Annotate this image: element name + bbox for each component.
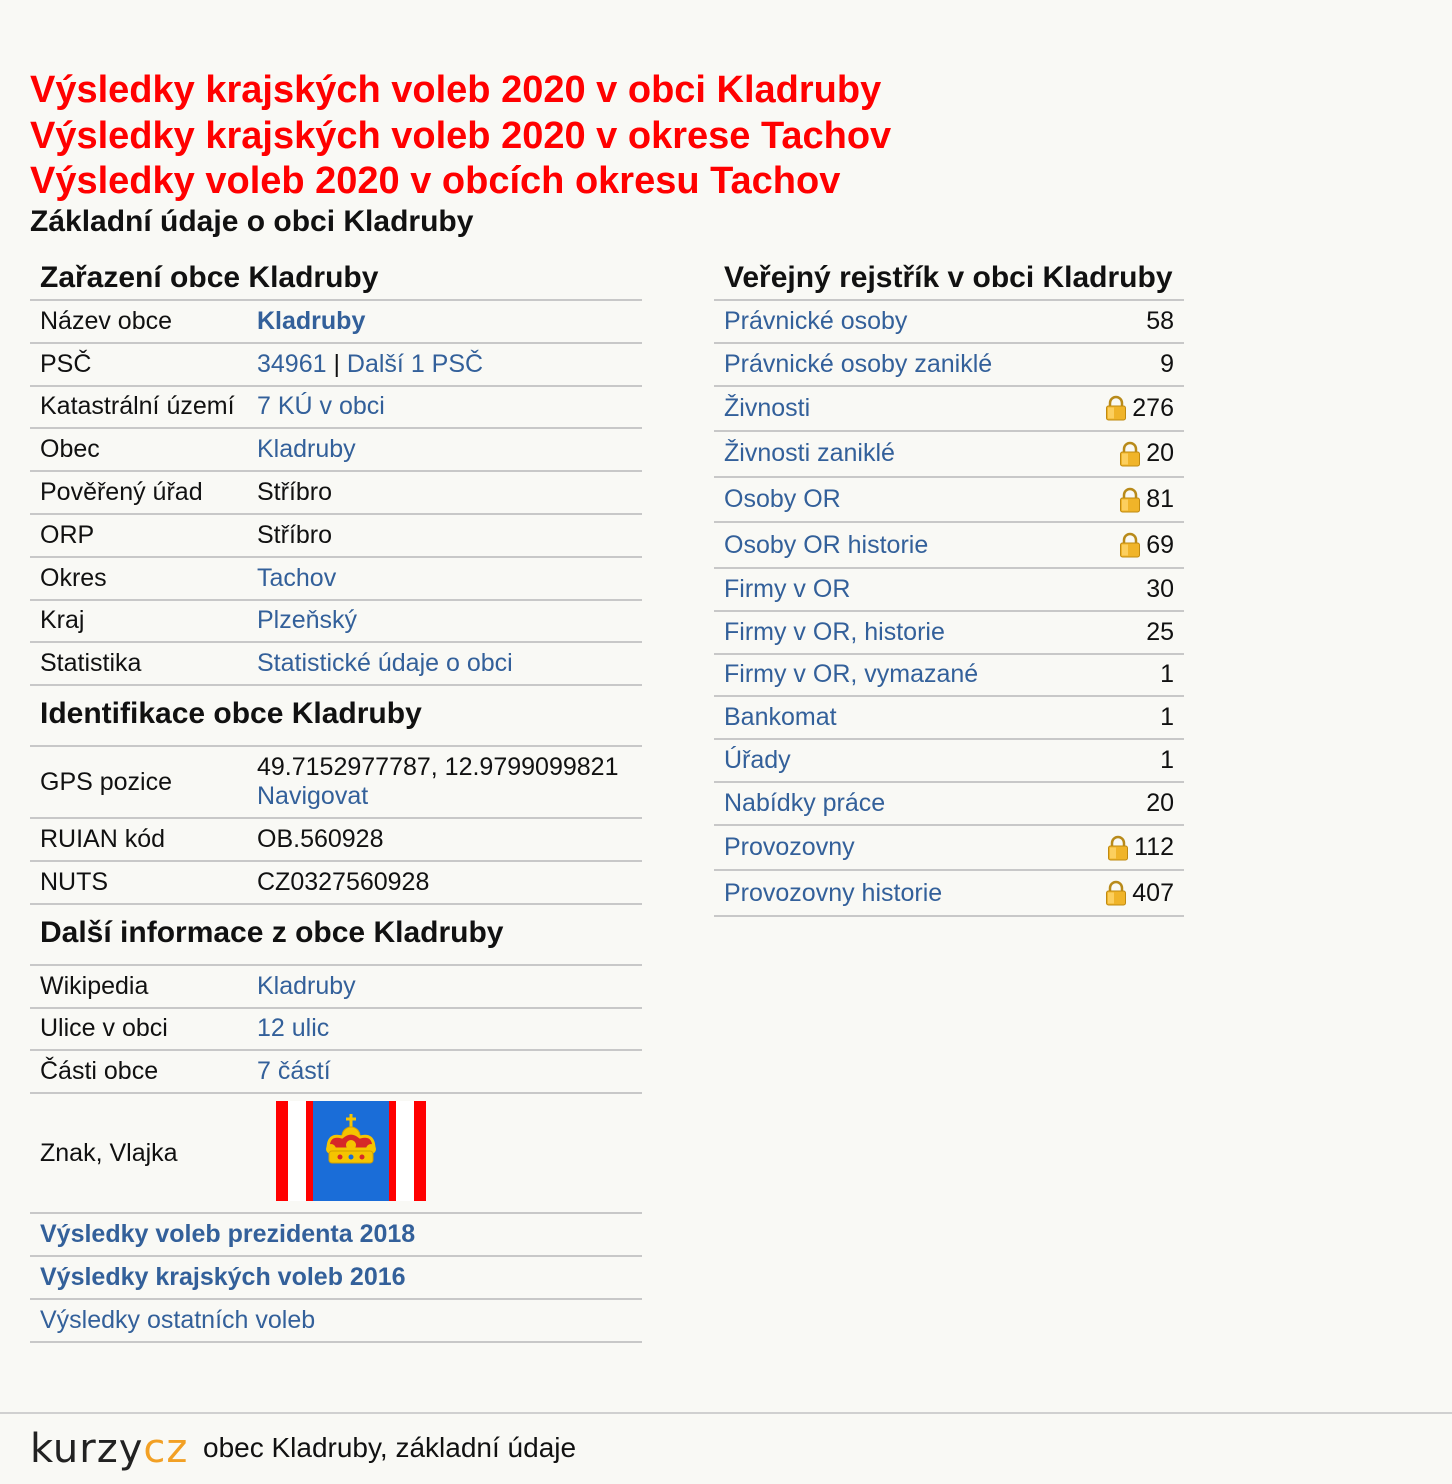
row-label: Obec xyxy=(40,435,100,464)
register-row xyxy=(714,523,1184,569)
page-title: Základní údaje o obci Kladruby xyxy=(30,205,474,238)
row-election-other xyxy=(30,1300,642,1343)
register-link[interactable]: Firmy v OR, vymazané xyxy=(724,660,979,689)
kurzy-logo[interactable] xyxy=(30,1426,188,1472)
casti-link[interactable]: 7 částí xyxy=(257,1057,331,1086)
register-count xyxy=(1160,703,1174,732)
register-count-value: 112 xyxy=(1134,833,1174,862)
register-count-value: 30 xyxy=(1146,574,1174,603)
lock-icon xyxy=(1107,835,1129,861)
statistika-link[interactable]: Statistické údaje o obci xyxy=(257,649,513,678)
ku-link[interactable]: 7 KÚ v obci xyxy=(257,392,385,421)
register-list xyxy=(714,301,1184,917)
register-row xyxy=(714,569,1184,612)
row-ku xyxy=(30,387,642,430)
row-gps xyxy=(30,747,642,819)
register-row xyxy=(714,612,1184,655)
municipality-info-panel xyxy=(30,248,642,1343)
register-count xyxy=(1119,485,1174,514)
register-link[interactable]: Bankomat xyxy=(724,703,837,732)
register-count-value: 69 xyxy=(1146,530,1174,559)
register-link[interactable]: Úřady xyxy=(724,746,791,775)
row-label: Statistika xyxy=(40,649,142,678)
register-row xyxy=(714,826,1184,872)
row-label: Wikipedia xyxy=(40,971,149,1000)
register-count xyxy=(1146,575,1174,604)
register-row xyxy=(714,478,1184,524)
row-label: Okres xyxy=(40,563,107,592)
row-label: RUIAN kód xyxy=(40,825,166,854)
section-title-classification: Zařazení obce Kladruby xyxy=(30,248,642,301)
president-election-link[interactable]: Výsledky voleb prezidenta 2018 xyxy=(40,1220,416,1249)
gps-coordinates: 49.7152977787, 12.9799099821 xyxy=(257,753,619,782)
footer-caption: obec Kladruby, základní údaje xyxy=(203,1432,577,1463)
register-link[interactable]: Osoby OR historie xyxy=(724,530,929,559)
register-count-value: 1 xyxy=(1160,746,1174,775)
urad-value: Stříbro xyxy=(257,478,333,507)
register-row xyxy=(714,697,1184,740)
lock-icon xyxy=(1119,441,1141,467)
register-link[interactable]: Firmy v OR xyxy=(724,574,851,603)
row-okres xyxy=(30,558,642,601)
row-label: Název obce xyxy=(40,306,173,335)
headline-link-obec[interactable]: Výsledky krajských voleb 2020 v obci Kladruby xyxy=(30,69,882,111)
okres-link[interactable]: Tachov xyxy=(257,563,337,592)
register-link[interactable]: Právnické osoby xyxy=(724,306,908,335)
lock-icon xyxy=(1119,487,1141,513)
register-row xyxy=(714,871,1184,917)
psc-more-link[interactable]: Další 1 PSČ xyxy=(346,349,484,378)
register-link[interactable]: Nabídky práce xyxy=(724,788,886,817)
register-count-value: 81 xyxy=(1146,485,1174,514)
wikipedia-link[interactable]: Kladruby xyxy=(257,971,356,1000)
register-count-value: 20 xyxy=(1146,439,1174,468)
register-row xyxy=(714,432,1184,478)
register-count xyxy=(1107,833,1174,862)
footer xyxy=(0,1412,1452,1484)
row-casti xyxy=(30,1051,642,1094)
municipal-flag-image[interactable] xyxy=(276,1101,426,1201)
lock-icon xyxy=(1119,532,1141,558)
register-count xyxy=(1160,660,1174,689)
register-link[interactable]: Provozovny xyxy=(724,833,855,862)
row-label: Části obce xyxy=(40,1057,159,1086)
lock-icon xyxy=(1105,395,1127,421)
register-count xyxy=(1146,307,1174,336)
psc-value xyxy=(257,350,642,379)
logo-text-left: kurzy xyxy=(30,1426,144,1472)
row-election-president xyxy=(30,1214,642,1257)
row-label: Katastrální území xyxy=(40,392,235,421)
logo-text-right: cz xyxy=(143,1426,189,1472)
row-nazev xyxy=(30,301,642,344)
navigate-link[interactable]: Navigovat xyxy=(257,782,369,811)
row-statistika xyxy=(30,643,642,686)
register-link[interactable]: Právnické osoby zaniklé xyxy=(724,349,993,378)
register-count xyxy=(1119,531,1174,560)
ulice-link[interactable]: 12 ulic xyxy=(257,1014,330,1043)
row-label: GPS pozice xyxy=(40,767,173,796)
register-row xyxy=(714,344,1184,387)
row-election-regional xyxy=(30,1257,642,1300)
other-elections-link[interactable]: Výsledky ostatních voleb xyxy=(40,1305,316,1334)
nazev-link[interactable]: Kladruby xyxy=(257,306,366,335)
row-label: Znak, Vlajka xyxy=(40,1138,178,1167)
register-link[interactable]: Živnosti xyxy=(724,393,811,422)
row-orp xyxy=(30,515,642,558)
lock-icon xyxy=(1105,880,1127,906)
register-row xyxy=(714,387,1184,433)
register-count xyxy=(1160,350,1174,379)
ruian-value: OB.560928 xyxy=(257,825,384,854)
row-emblem xyxy=(30,1094,642,1214)
headline-link-okres[interactable]: Výsledky krajských voleb 2020 v okrese Tachov xyxy=(30,114,892,157)
register-count xyxy=(1119,439,1174,468)
headline-link-obce-okresu[interactable]: Výsledky voleb 2020 v obcích okresu Tachov xyxy=(30,160,841,202)
row-ulice xyxy=(30,1009,642,1052)
register-count-value: 407 xyxy=(1132,878,1174,907)
row-obec xyxy=(30,429,642,472)
gps-value xyxy=(257,753,642,811)
register-count xyxy=(1105,394,1174,423)
register-row xyxy=(714,301,1184,344)
kraj-link[interactable]: Plzeňský xyxy=(257,606,358,635)
register-row xyxy=(714,740,1184,783)
register-count-value: 9 xyxy=(1160,349,1174,378)
orp-value: Stříbro xyxy=(257,520,333,549)
public-register-panel xyxy=(714,248,1184,917)
section-title-register: Veřejný rejstřík v obci Kladruby xyxy=(714,248,1184,301)
row-label: PSČ xyxy=(40,349,92,378)
regional-election-link[interactable]: Výsledky krajských voleb 2016 xyxy=(40,1262,406,1291)
row-urad xyxy=(30,472,642,515)
register-row xyxy=(714,655,1184,698)
register-count xyxy=(1146,789,1174,818)
flag-container xyxy=(257,1099,642,1208)
row-label: Pověřený úřad xyxy=(40,478,203,507)
register-link[interactable]: Firmy v OR, historie xyxy=(724,617,945,646)
register-count-value: 1 xyxy=(1160,660,1174,689)
register-link[interactable]: Živnosti zaniklé xyxy=(724,439,895,468)
row-psc xyxy=(30,344,642,387)
row-ruian xyxy=(30,819,642,862)
register-count-value: 276 xyxy=(1132,393,1174,422)
register-row xyxy=(714,783,1184,826)
psc-separator: | xyxy=(326,349,347,378)
row-label: Ulice v obci xyxy=(40,1014,168,1043)
register-count xyxy=(1146,618,1174,647)
register-count-value: 25 xyxy=(1146,617,1174,646)
row-kraj xyxy=(30,601,642,644)
register-link[interactable]: Provozovny historie xyxy=(724,878,943,907)
register-count-value: 20 xyxy=(1146,788,1174,817)
row-label: NUTS xyxy=(40,867,109,896)
row-wikipedia xyxy=(30,966,642,1009)
register-count xyxy=(1160,746,1174,775)
section-title-more-info: Další informace z obce Kladruby xyxy=(30,905,642,966)
psc-link[interactable]: 34961 xyxy=(257,349,327,378)
section-title-identification: Identifikace obce Kladruby xyxy=(30,686,642,747)
register-count-value: 58 xyxy=(1146,306,1174,335)
row-label: Kraj xyxy=(40,606,85,635)
obec-link[interactable]: Kladruby xyxy=(257,435,356,464)
row-nuts xyxy=(30,862,642,905)
headline-links xyxy=(30,68,891,205)
nuts-value: CZ0327560928 xyxy=(257,867,430,896)
register-count xyxy=(1105,879,1174,908)
row-label: ORP xyxy=(40,520,95,549)
register-count-value: 1 xyxy=(1160,703,1174,732)
register-link[interactable]: Osoby OR xyxy=(724,485,841,514)
